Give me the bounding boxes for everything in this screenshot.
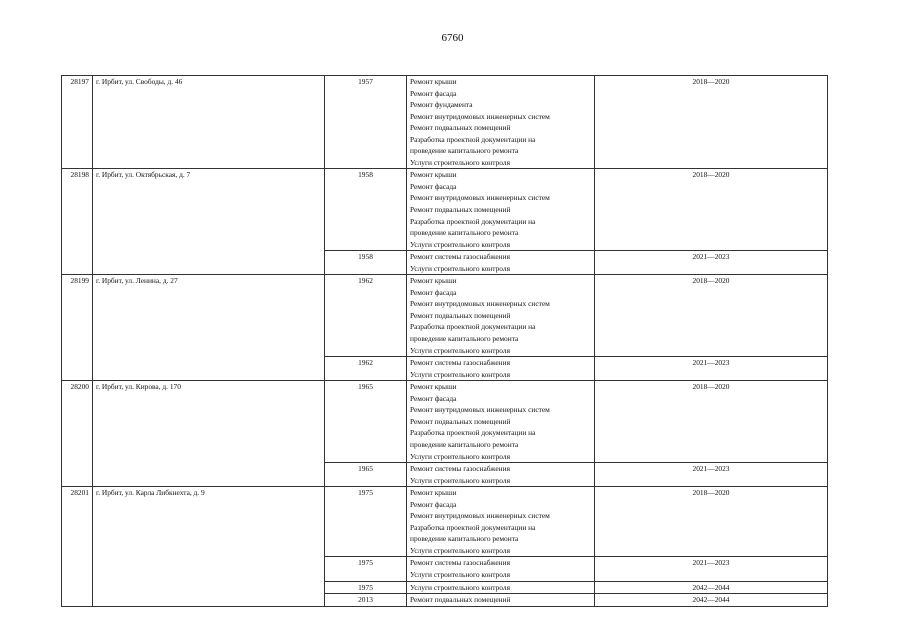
works-cell <box>407 557 595 581</box>
work-item: Разработка проектной документации на <box>410 428 536 438</box>
work-item: Ремонт подвальных помещений <box>410 205 511 215</box>
address-cell: г. Ирбит, ул. Кирова, д. 170 <box>93 381 325 487</box>
work-item: Ремонт внутридомовых инженерных систем <box>410 405 550 415</box>
work-item: Услуги строительного контроля <box>410 369 510 379</box>
address-cell: г. Ирбит, ул. Ленина, д. 27 <box>93 275 325 381</box>
works-cell <box>407 275 595 357</box>
work-item: проведение капитального ремонта <box>410 146 519 156</box>
work-item: Ремонт фасада <box>410 499 457 509</box>
work-item: Услуги строительного контроля <box>410 263 510 273</box>
year-cell: 1975 <box>325 487 407 557</box>
work-item: Ремонт внутридомовых инженерных систем <box>410 111 550 121</box>
work-item: Ремонт системы газоснабжения <box>410 464 510 474</box>
work-item: Разработка проектной документации на <box>410 522 536 532</box>
work-item: Услуги строительного контроля <box>410 239 510 249</box>
works-cell <box>407 594 595 607</box>
work-item: Ремонт системы газоснабжения <box>410 252 510 262</box>
table-row <box>62 76 828 169</box>
works-cell <box>407 357 595 381</box>
works-cell <box>407 463 595 487</box>
work-item: Ремонт фасада <box>410 181 457 191</box>
work-item: Услуги строительного контроля <box>410 582 510 592</box>
house-number-cell: 28197 <box>62 76 93 169</box>
repair-schedule-table <box>61 75 828 607</box>
period-cell: 2018—2020 <box>595 275 828 357</box>
work-item: Разработка проектной документации на <box>410 322 536 332</box>
year-cell: 1962 <box>325 275 407 357</box>
house-number-cell: 28199 <box>62 275 93 381</box>
work-item: Услуги строительного контроля <box>410 157 510 167</box>
house-number-cell: 28198 <box>62 169 93 275</box>
house-number-cell: 28200 <box>62 381 93 487</box>
works-cell <box>407 487 595 557</box>
work-item: Услуги строительного контроля <box>410 569 510 579</box>
work-item: Услуги строительного контроля <box>410 345 510 355</box>
work-item: Ремонт фундамента <box>410 100 473 110</box>
house-number-cell: 28201 <box>62 487 93 606</box>
works-cell <box>407 251 595 275</box>
works-cell <box>407 169 595 251</box>
work-item: проведение капитального ремонта <box>410 228 519 238</box>
period-cell: 2042—2044 <box>595 581 828 594</box>
table-row <box>62 275 828 357</box>
period-cell: 2021—2023 <box>595 557 828 581</box>
year-cell: 1958 <box>325 251 407 275</box>
work-item: Ремонт системы газоснабжения <box>410 558 510 568</box>
work-item: Ремонт крыши <box>410 77 457 86</box>
work-item: Ремонт подвальных помещений <box>410 595 511 605</box>
work-item: Ремонт крыши <box>410 382 457 392</box>
table-body <box>62 76 828 607</box>
year-cell: 1975 <box>325 557 407 581</box>
period-cell: 2018—2020 <box>595 381 828 463</box>
work-item: проведение капитального ремонта <box>410 439 519 449</box>
address-cell: г. Ирбит, ул. Карла Либкнехта, д. 9 <box>93 487 325 606</box>
work-item: Услуги строительного контроля <box>410 545 510 555</box>
table-row <box>62 169 828 251</box>
work-item: Ремонт системы газоснабжения <box>410 358 510 368</box>
year-cell: 1958 <box>325 169 407 251</box>
work-item: проведение капитального ремонта <box>410 534 519 544</box>
work-item: Услуги строительного контроля <box>410 475 510 485</box>
work-item: Ремонт крыши <box>410 488 457 498</box>
work-item: Ремонт фасада <box>410 88 457 98</box>
work-item: Ремонт внутридомовых инженерных систем <box>410 511 550 521</box>
year-cell: 2013 <box>325 594 407 607</box>
work-item: Разработка проектной документации на <box>410 216 536 226</box>
period-cell: 2018—2020 <box>595 169 828 251</box>
period-cell: 2018—2020 <box>595 487 828 557</box>
year-cell: 1965 <box>325 381 407 463</box>
work-item: Ремонт подвальных помещений <box>410 123 511 133</box>
table-row <box>62 487 828 557</box>
work-item: Ремонт подвальных помещений <box>410 416 511 426</box>
table-row <box>62 381 828 463</box>
work-item: проведение капитального ремонта <box>410 334 519 344</box>
period-cell: 2021—2023 <box>595 357 828 381</box>
period-cell: 2042—2044 <box>595 594 828 607</box>
work-item: Ремонт фасада <box>410 393 457 403</box>
works-cell <box>407 581 595 594</box>
year-cell: 1975 <box>325 581 407 594</box>
year-cell: 1962 <box>325 357 407 381</box>
works-cell <box>407 381 595 463</box>
year-cell: 1965 <box>325 463 407 487</box>
work-item: Ремонт внутридомовых инженерных систем <box>410 193 550 203</box>
period-cell: 2018—2020 <box>595 76 828 169</box>
works-cell <box>407 76 595 169</box>
period-cell: 2021—2023 <box>595 251 828 275</box>
work-item: Ремонт крыши <box>410 170 457 180</box>
work-item: Разработка проектной документации на <box>410 134 536 144</box>
page-number: 6760 <box>441 32 464 44</box>
work-item: Ремонт внутридомовых инженерных систем <box>410 299 550 309</box>
year-cell: 1957 <box>325 76 407 169</box>
work-item: Ремонт фасада <box>410 287 457 297</box>
work-item: Ремонт подвальных помещений <box>410 310 511 320</box>
work-item: Услуги строительного контроля <box>410 451 510 461</box>
period-cell: 2021—2023 <box>595 463 828 487</box>
work-item: Ремонт крыши <box>410 276 457 286</box>
address-cell: г. Ирбит, ул. Свободы, д. 46 <box>93 76 325 169</box>
address-cell: г. Ирбит, ул. Октябрьская, д. 7 <box>93 169 325 275</box>
